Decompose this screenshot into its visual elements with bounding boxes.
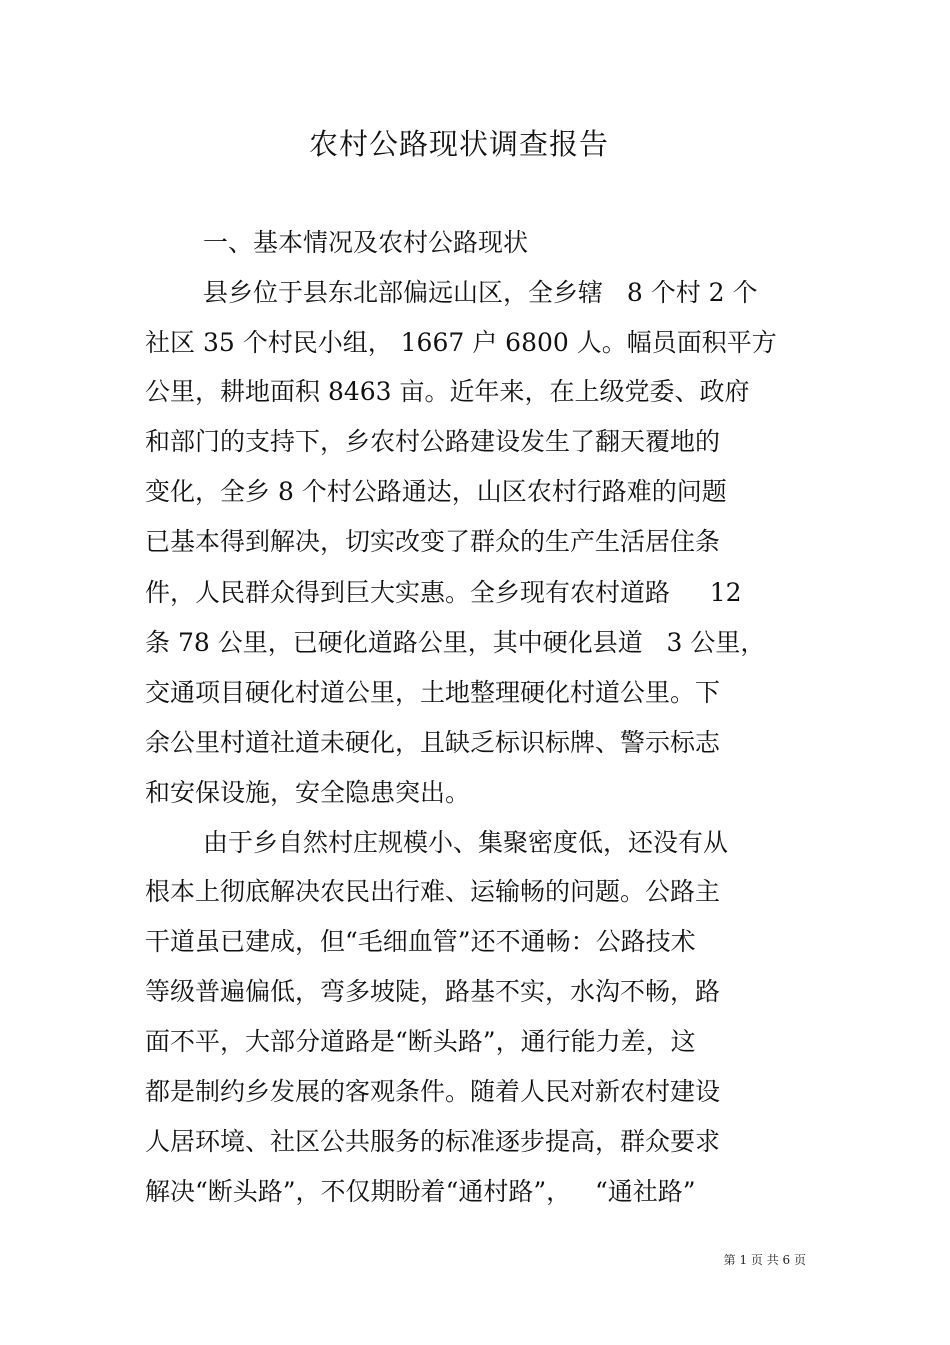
paragraph-2-line: 都是制约乡发展的客观条件。随着人民对新农村建设 <box>145 1077 721 1106</box>
paragraph-2-line: 等级普遍偏低，弯多坡陡，路基不实，水沟不畅，路 <box>145 977 721 1006</box>
paragraph-1-line: 和部门的支持下，乡农村公路建设发生了翻天覆地的 <box>145 427 721 456</box>
page-number-footer: 第 1 页 共 6 页 <box>723 1253 806 1267</box>
paragraph-1-line: 余公里村道社道未硬化，且缺乏标识标牌、警示标志 <box>145 728 721 757</box>
paragraph-1-line: 交通项目硬化村道公里，土地整理硬化村道公里。下 <box>145 678 721 707</box>
paragraph-1-line: 条 78 公里，已硬化道路公里，其中硬化县道 3 公里， <box>145 628 766 657</box>
paragraph-1-line: 变化，全乡 8 个村公路通达，山区农村行路难的问题 <box>145 477 727 506</box>
document-title: 农村公路现状调查报告 <box>308 127 609 161</box>
paragraph-1-line: 和安保设施，安全隐患突出。 <box>145 778 471 807</box>
paragraph-1-line: 公里，耕地面积 8463 亩。近年来，在上级党委、政府 <box>145 377 750 406</box>
paragraph-1-line: 县乡位于县东北部偏远山区，全乡辖 8 个村 2 个 <box>203 278 758 307</box>
paragraph-1-line: 已基本得到解决，切实改变了群众的生产生活居住条 <box>145 527 721 556</box>
paragraph-2-line: 干道虽已建成，但“毛细血管”还不通畅：公路技术 <box>145 927 696 956</box>
section-heading: 一、基本情况及农村公路现状 <box>203 228 529 257</box>
paragraph-2-line: 由于乡自然村庄规模小、集聚密度低，还没有从 <box>203 828 729 857</box>
paragraph-2-line: 根本上彻底解决农民出行难、运输畅的问题。公路主 <box>145 877 721 906</box>
paragraph-1-line: 社区 35 个村民小组， 1667 户 6800 人。幅员面积平方 <box>145 328 777 357</box>
paragraph-2-line: 人居环境、社区公共服务的标准逐步提高，群众要求 <box>145 1127 721 1156</box>
paragraph-2-line: 解决“断头路”，不仅期盼着“通村路”， “通社路” <box>145 1177 696 1206</box>
paragraph-1-line: 件，人民群众得到巨大实惠。全乡现有农村道路 12 <box>145 578 742 607</box>
paragraph-2-line: 面不平，大部分道路是“断头路”，通行能力差，这 <box>145 1027 696 1056</box>
